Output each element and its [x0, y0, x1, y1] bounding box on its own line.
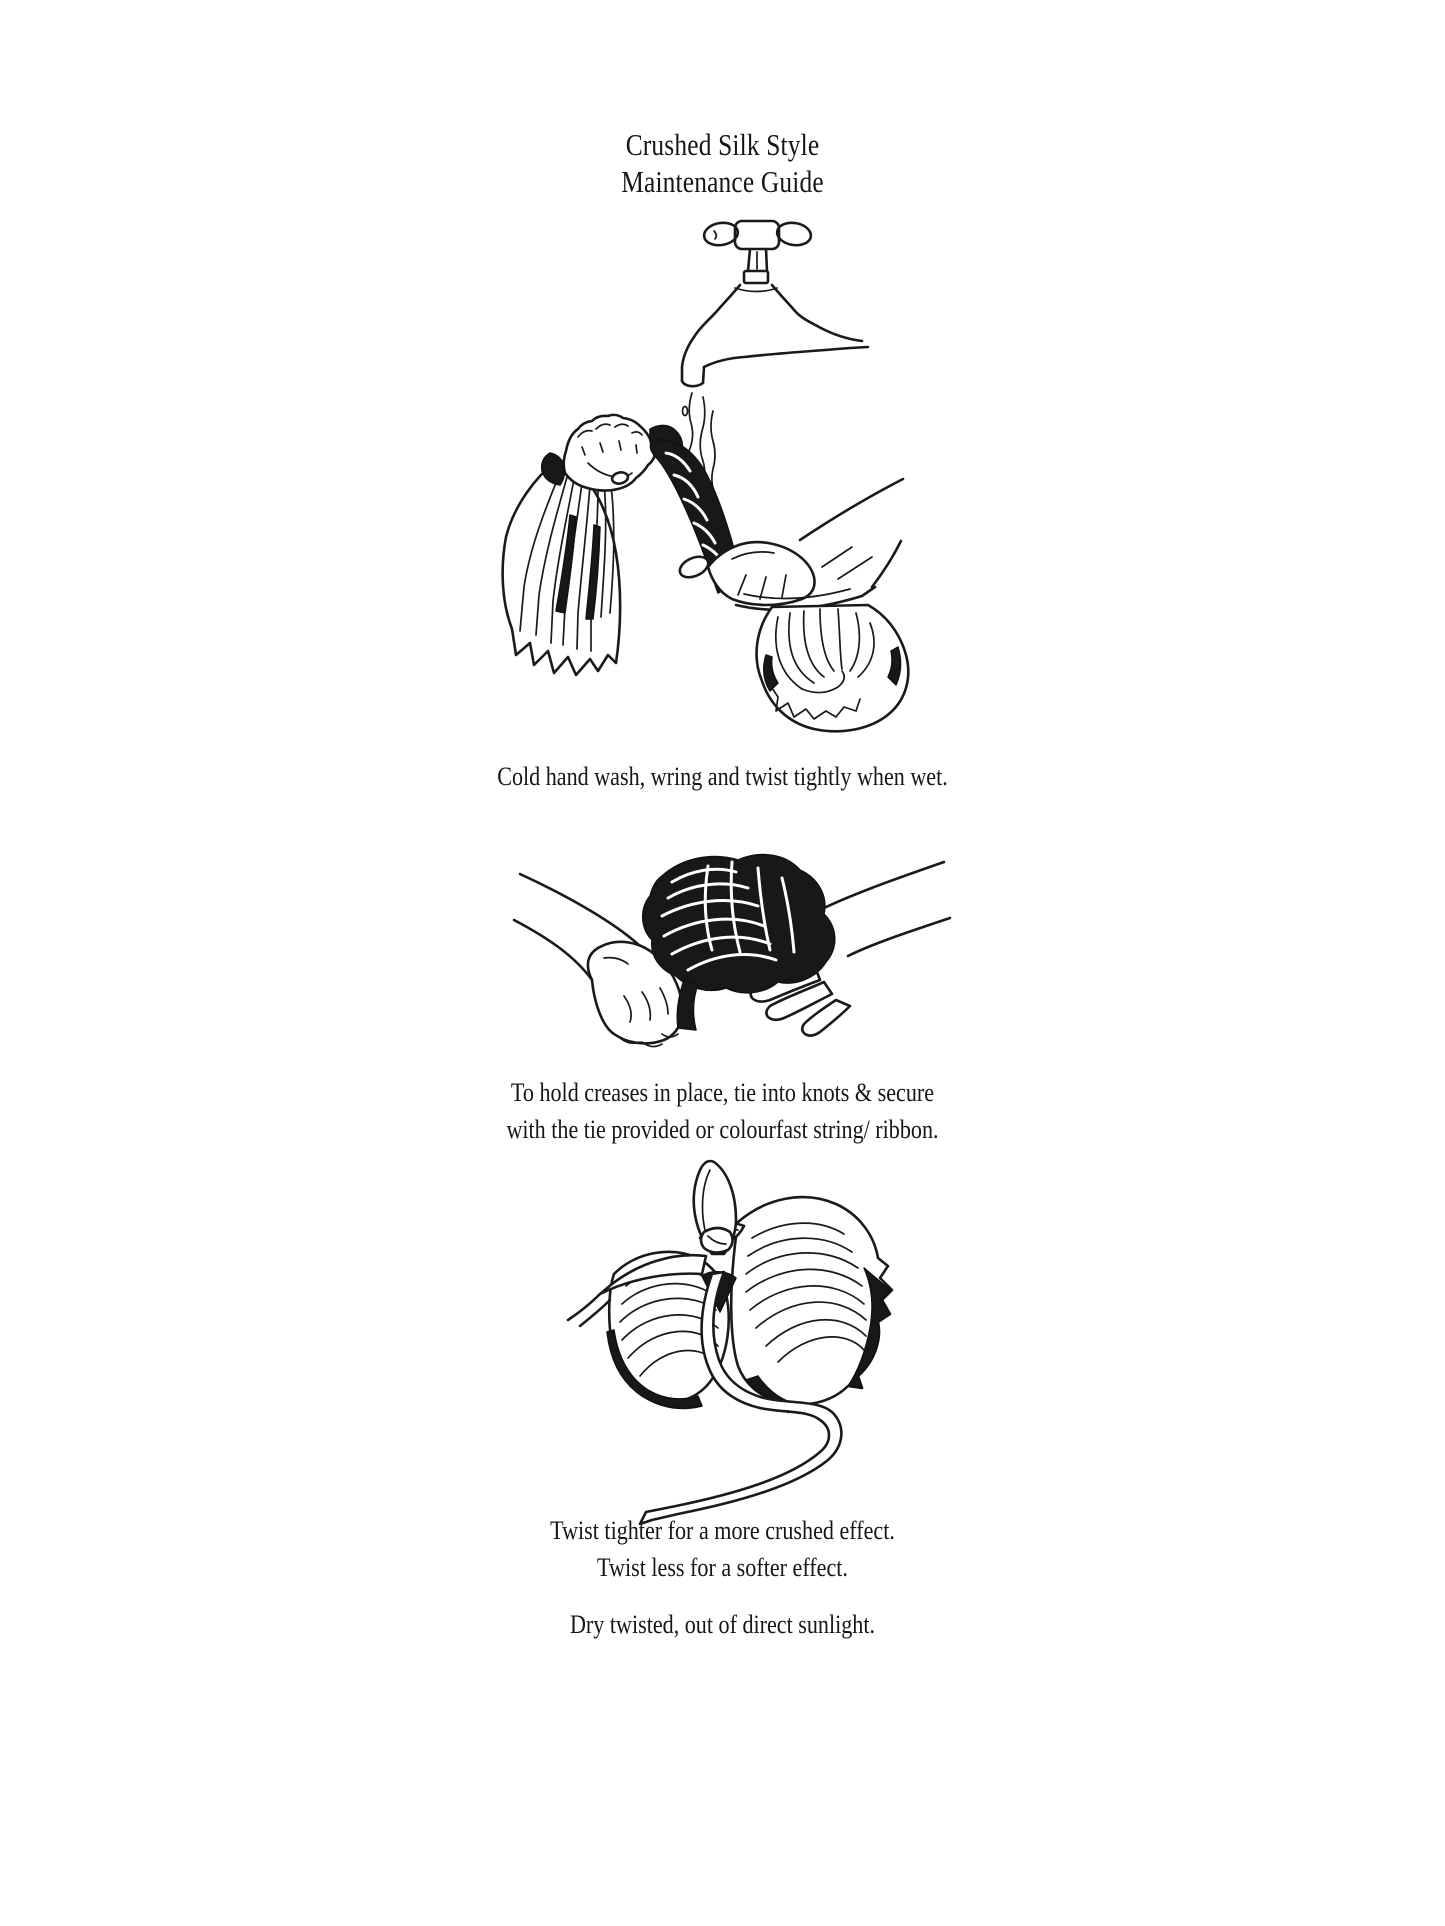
tie-knot-illustration: [512, 840, 952, 1070]
caption-line: Cold hand wash, wring and twist tightly when wet.: [497, 762, 948, 791]
right-lobe: [731, 1197, 892, 1412]
drying-note: Dry twisted, out of direct sunlight.: [569, 1610, 876, 1639]
step3-caption: [108, 1512, 1336, 1586]
caption-line: To hold creases in place, tie into knots & secure: [510, 1078, 935, 1107]
right-fabric-bundle: [757, 605, 909, 731]
caption-line: Twist less for a softer effect.: [597, 1553, 848, 1582]
page-title: [130, 126, 1315, 200]
tap-drawing: [682, 220, 868, 386]
left-fringe-bundle: [503, 461, 621, 675]
wash-wring-illustration: [470, 215, 1030, 760]
caption-line: with the tie provided or colourfast string/ ribbon.: [506, 1115, 939, 1144]
caption-line: Twist tighter for a more crushed effect.: [550, 1516, 895, 1545]
step1-caption: [108, 758, 1336, 795]
page-title-line1: Crushed Silk Style: [625, 127, 820, 162]
step2-caption: [108, 1074, 1336, 1148]
page-title-line2: Maintenance Guide: [621, 164, 824, 199]
bundle-ribbon-bow-illustration: [552, 1150, 902, 1530]
